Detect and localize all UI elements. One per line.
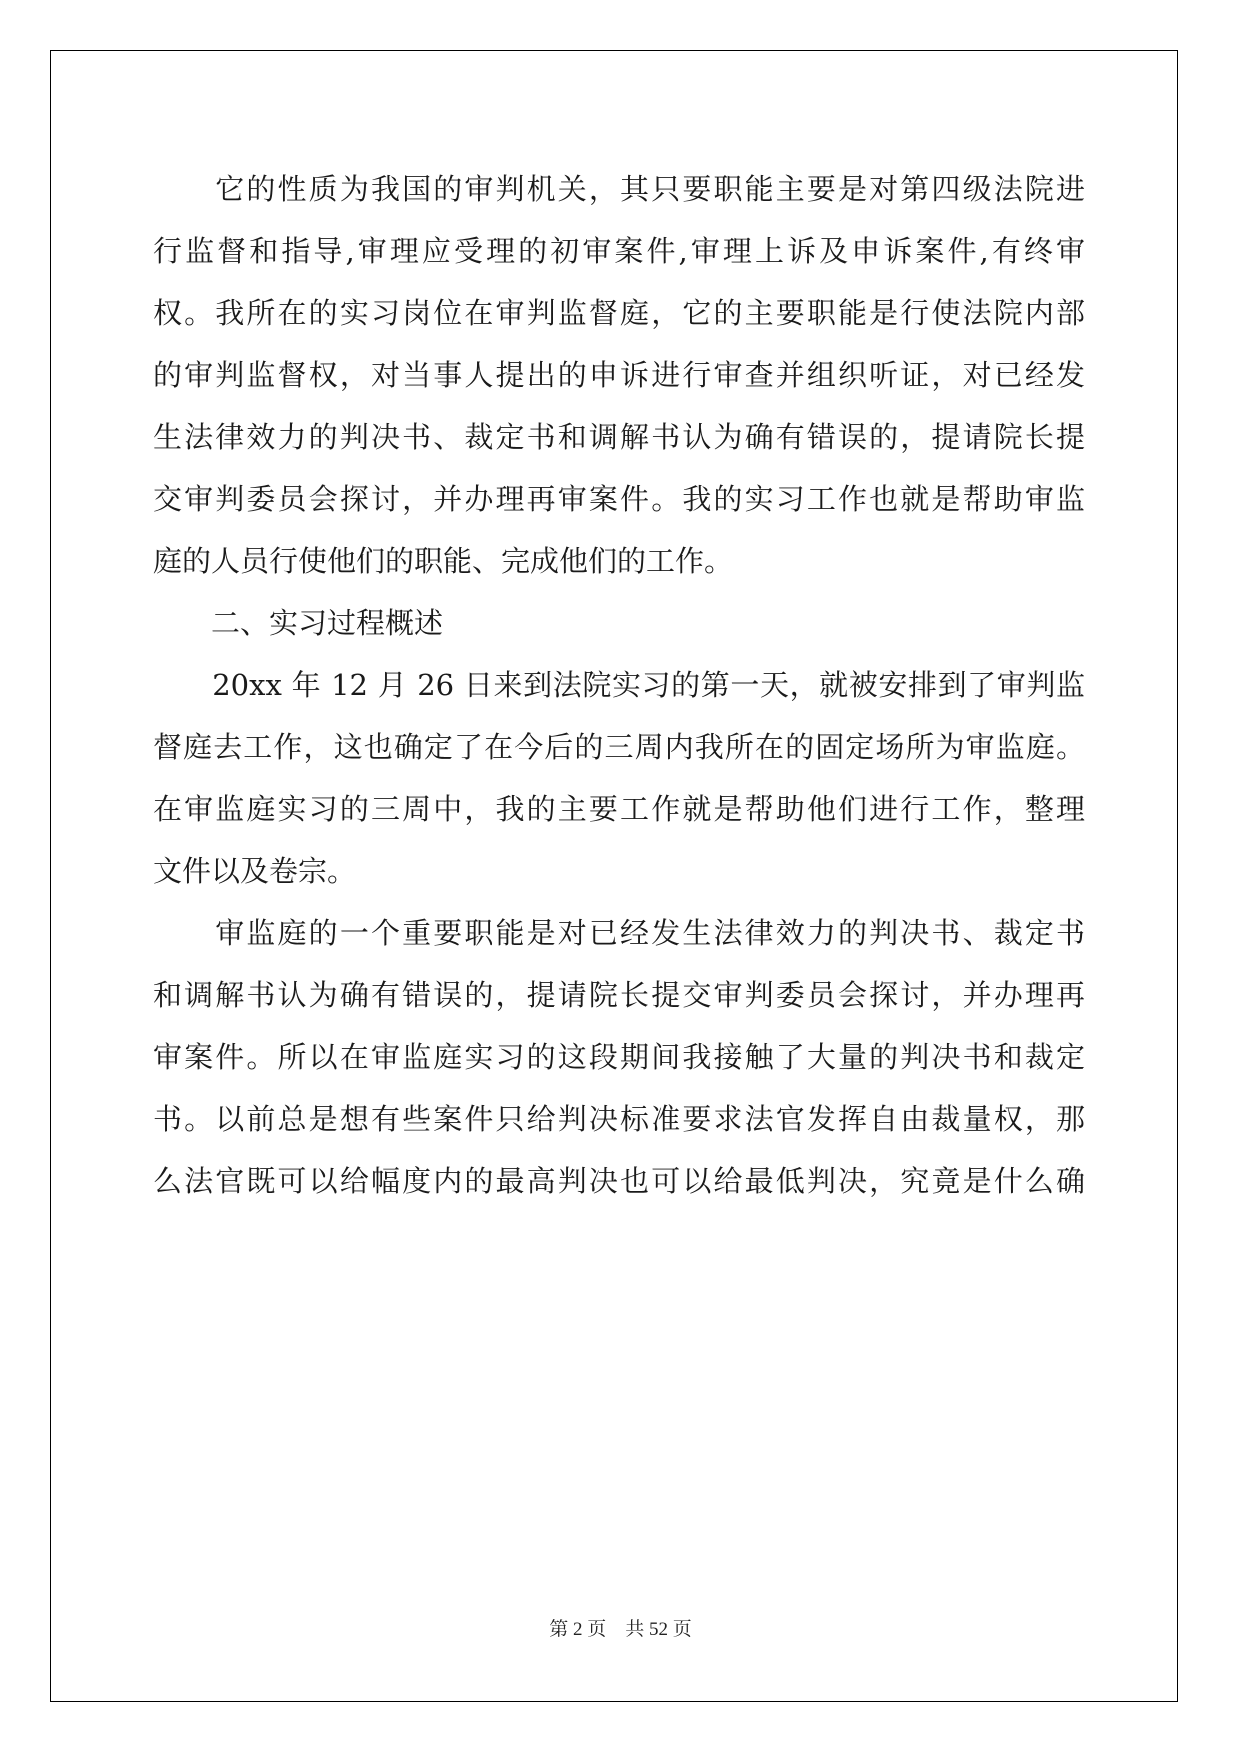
text-line: 督庭去工作，这也确定了在今后的三周内我所在的固定场所为审监庭。 [153, 730, 1085, 764]
page-total: 共 52 页 [625, 1619, 692, 1640]
text-line: 的审判监督权，对当事人提出的申诉进行审查并组织听证，对已经发 [153, 358, 1085, 392]
text-line: 行监督和指导,审理应受理的初审案件,审理上诉及申诉案件,有终审 [153, 234, 1085, 268]
section-heading: 二、实习过程概述 [153, 606, 444, 640]
text-line: 它的性质为我国的审判机关，其只要职能主要是对第四级法院进 [153, 172, 1085, 206]
page-footer [0, 1614, 1241, 1641]
text-line: 审监庭的一个重要职能是对已经发生法律效力的判决书、裁定书 [153, 916, 1085, 950]
text-line: 么法官既可以给幅度内的最高判决也可以给最低判决，究竟是什么确 [153, 1164, 1085, 1198]
text-line: 20xx 年 12 月 26 日来到法院实习的第一天，就被安排到了审判监 [153, 668, 1085, 702]
text-line: 交审判委员会探讨，并办理再审案件。我的实习工作也就是帮助审监 [153, 482, 1085, 516]
text-line: 生法律效力的判决书、裁定书和调解书认为确有错误的，提请院长提 [153, 420, 1085, 454]
text-line: 审案件。所以在审监庭实习的这段期间我接触了大量的判决书和裁定 [153, 1040, 1085, 1074]
text-line: 权。我所在的实习岗位在审判监督庭，它的主要职能是行使法院内部 [153, 296, 1085, 330]
page-number: 第 2 页 [549, 1619, 607, 1640]
text-line: 庭的人员行使他们的职能、完成他们的工作。 [153, 544, 734, 578]
text-line: 在审监庭实习的三周中，我的主要工作就是帮助他们进行工作，整理 [153, 792, 1085, 826]
text-line: 和调解书认为确有错误的，提请院长提交审判委员会探讨，并办理再 [153, 978, 1085, 1012]
text-line: 文件以及卷宗。 [153, 854, 357, 888]
text-line: 书。以前总是想有些案件只给判决标准要求法官发挥自由裁量权，那 [153, 1102, 1085, 1136]
